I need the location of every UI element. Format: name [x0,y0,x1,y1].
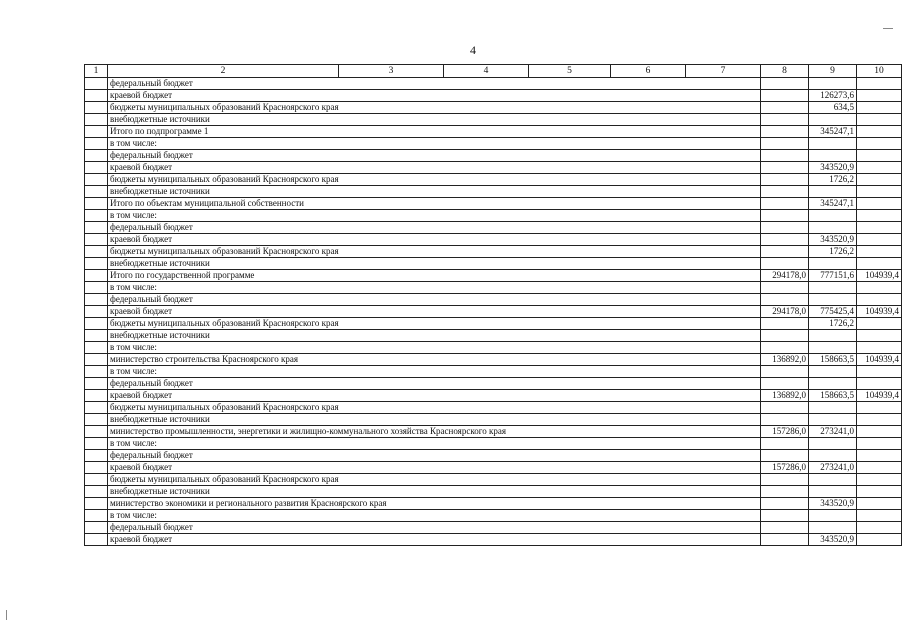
table-row [85,282,902,294]
value-cell-col-8 [761,258,809,270]
row-index-cell [85,186,108,198]
row-label: федеральный бюджет [108,150,761,162]
table-row [85,462,902,474]
header-col-1: 1 [85,65,108,78]
row-index-cell [85,126,108,138]
table-row [85,522,902,534]
value-cell-col-8 [761,366,809,378]
table-row [85,438,902,450]
header-col-6: 6 [611,65,686,78]
table-row [85,138,902,150]
value-cell-col-10 [857,174,902,186]
value-cell-col-10 [857,78,902,90]
table-row [85,186,902,198]
row-label: федеральный бюджет [108,294,761,306]
value-cell-col-8 [761,246,809,258]
row-index-cell [85,222,108,234]
value-cell-col-9 [809,138,857,150]
value-cell-col-9 [809,186,857,198]
row-label: в том числе: [108,282,761,294]
row-label: министерство промышленности, энергетики и жилищно-коммунального хозяйства Красноярского края [108,426,761,438]
value-cell-col-9: 343520,9 [809,234,857,246]
value-cell-col-8 [761,78,809,90]
row-label: Итого по подпрограмме 1 [108,126,761,138]
value-cell-col-10 [857,378,902,390]
row-label: бюджеты муниципальных образований Красноярского края [108,474,761,486]
table-row [85,318,902,330]
row-index-cell [85,342,108,354]
row-index-cell [85,234,108,246]
value-cell-col-8 [761,102,809,114]
table-row [85,258,902,270]
row-index-cell [85,390,108,402]
value-cell-col-8 [761,210,809,222]
row-index-cell [85,162,108,174]
value-cell-col-9: 345247,1 [809,126,857,138]
table-row [85,174,902,186]
value-cell-col-10 [857,150,902,162]
table-row [85,294,902,306]
value-cell-col-10 [857,438,902,450]
value-cell-col-9 [809,510,857,522]
row-label: Итого по объектам муниципальной собственности [108,198,761,210]
value-cell-col-8: 136892,0 [761,390,809,402]
row-label: бюджеты муниципальных образований Красноярского края [108,402,761,414]
row-index-cell [85,270,108,282]
value-cell-col-8 [761,90,809,102]
value-cell-col-9: 775425,4 [809,306,857,318]
row-label: Итого по государственной программе [108,270,761,282]
value-cell-col-9 [809,522,857,534]
header-col-5: 5 [529,65,611,78]
header-col-8: 8 [761,65,809,78]
value-cell-col-10 [857,186,902,198]
value-cell-col-8 [761,510,809,522]
value-cell-col-8 [761,186,809,198]
value-cell-col-10 [857,474,902,486]
value-cell-col-9 [809,402,857,414]
row-index-cell [85,150,108,162]
value-cell-col-8: 136892,0 [761,354,809,366]
value-cell-col-8 [761,150,809,162]
table-row [85,390,902,402]
row-index-cell [85,462,108,474]
value-cell-col-9 [809,438,857,450]
row-index-cell [85,198,108,210]
value-cell-col-9: 777151,6 [809,270,857,282]
table-row [85,510,902,522]
header-col-9: 9 [809,65,857,78]
page-number: 4 [470,43,476,57]
row-index-cell [85,258,108,270]
row-label: федеральный бюджет [108,378,761,390]
row-label: в том числе: [108,438,761,450]
header-col-7: 7 [686,65,761,78]
table-row [85,450,902,462]
row-index-cell [85,114,108,126]
value-cell-col-9 [809,486,857,498]
value-cell-col-9: 273241,0 [809,426,857,438]
row-label: внебюджетные источники [108,258,761,270]
table-row [85,330,902,342]
value-cell-col-10 [857,414,902,426]
row-index-cell [85,438,108,450]
value-cell-col-9: 158663,5 [809,390,857,402]
value-cell-col-10 [857,318,902,330]
value-cell-col-9 [809,150,857,162]
value-cell-col-9 [809,330,857,342]
row-label: внебюджетные источники [108,186,761,198]
value-cell-col-8 [761,114,809,126]
header-col-3: 3 [339,65,444,78]
row-label: бюджеты муниципальных образований Красноярского края [108,318,761,330]
scan-edge-mark [883,28,893,29]
row-label: в том числе: [108,366,761,378]
value-cell-col-8 [761,438,809,450]
value-cell-col-8 [761,402,809,414]
header-col-10: 10 [857,65,902,78]
table-row [85,270,902,282]
value-cell-col-10: 104939,4 [857,354,902,366]
row-index-cell [85,522,108,534]
table-row [85,102,902,114]
value-cell-col-10 [857,282,902,294]
row-label: краевой бюджет [108,90,761,102]
value-cell-col-10 [857,534,902,546]
value-cell-col-9 [809,450,857,462]
table-row [85,90,902,102]
row-label: краевой бюджет [108,234,761,246]
value-cell-col-9: 345247,1 [809,198,857,210]
table-row [85,402,902,414]
row-index-cell [85,474,108,486]
row-index-cell [85,102,108,114]
value-cell-col-10 [857,102,902,114]
table-row [85,354,902,366]
row-index-cell [85,498,108,510]
value-cell-col-10 [857,450,902,462]
value-cell-col-8 [761,342,809,354]
value-cell-col-9 [809,342,857,354]
value-cell-col-8 [761,318,809,330]
scan-edge-mark [6,610,7,620]
value-cell-col-8 [761,234,809,246]
table-row [85,342,902,354]
value-cell-col-10 [857,114,902,126]
row-index-cell [85,414,108,426]
value-cell-col-8 [761,498,809,510]
value-cell-col-10 [857,510,902,522]
value-cell-col-8 [761,450,809,462]
table-row [85,78,902,90]
value-cell-col-10 [857,294,902,306]
row-index-cell [85,174,108,186]
row-label: краевой бюджет [108,534,761,546]
row-label: внебюджетные источники [108,486,761,498]
value-cell-col-10 [857,198,902,210]
row-index-cell [85,486,108,498]
value-cell-col-8 [761,294,809,306]
header-col-2: 2 [108,65,339,78]
table-row [85,474,902,486]
table-row [85,366,902,378]
value-cell-col-10 [857,366,902,378]
row-label: краевой бюджет [108,462,761,474]
row-label: в том числе: [108,510,761,522]
value-cell-col-10 [857,330,902,342]
value-cell-col-9 [809,78,857,90]
value-cell-col-9 [809,366,857,378]
row-label: бюджеты муниципальных образований Красноярского края [108,246,761,258]
value-cell-col-9: 1726,2 [809,318,857,330]
table-row [85,378,902,390]
table-row [85,306,902,318]
value-cell-col-9 [809,294,857,306]
value-cell-col-8: 294178,0 [761,306,809,318]
row-label: федеральный бюджет [108,78,761,90]
row-label: в том числе: [108,138,761,150]
row-index-cell [85,138,108,150]
value-cell-col-8 [761,474,809,486]
row-index-cell [85,426,108,438]
value-cell-col-9: 634,5 [809,102,857,114]
value-cell-col-9 [809,222,857,234]
value-cell-col-9: 1726,2 [809,174,857,186]
value-cell-col-8 [761,138,809,150]
row-index-cell [85,282,108,294]
value-cell-col-9 [809,474,857,486]
value-cell-col-9 [809,258,857,270]
row-label: бюджеты муниципальных образований Красноярского края [108,102,761,114]
row-index-cell [85,378,108,390]
value-cell-col-10 [857,222,902,234]
value-cell-col-8 [761,414,809,426]
value-cell-col-8 [761,522,809,534]
row-index-cell [85,210,108,222]
value-cell-col-10 [857,486,902,498]
value-cell-col-9: 343520,9 [809,534,857,546]
table-row [85,114,902,126]
row-label: федеральный бюджет [108,450,761,462]
value-cell-col-10 [857,402,902,414]
value-cell-col-9 [809,114,857,126]
row-index-cell [85,330,108,342]
value-cell-col-8 [761,534,809,546]
value-cell-col-10 [857,126,902,138]
row-index-cell [85,354,108,366]
value-cell-col-10 [857,426,902,438]
table-row [85,162,902,174]
row-index-cell [85,294,108,306]
row-label: в том числе: [108,342,761,354]
row-index-cell [85,78,108,90]
table-row [85,210,902,222]
row-label: бюджеты муниципальных образований Красноярского края [108,174,761,186]
value-cell-col-8 [761,174,809,186]
table-row [85,246,902,258]
value-cell-col-9: 1726,2 [809,246,857,258]
value-cell-col-10 [857,246,902,258]
row-label: в том числе: [108,210,761,222]
row-label: краевой бюджет [108,390,761,402]
value-cell-col-10 [857,210,902,222]
value-cell-col-8 [761,198,809,210]
value-cell-col-10 [857,162,902,174]
row-label: федеральный бюджет [108,222,761,234]
table-row [85,234,902,246]
table-row [85,498,902,510]
value-cell-col-9: 343520,9 [809,498,857,510]
value-cell-col-10 [857,522,902,534]
row-index-cell [85,402,108,414]
value-cell-col-8 [761,162,809,174]
value-cell-col-9 [809,378,857,390]
value-cell-col-10: 104939,4 [857,306,902,318]
value-cell-col-9 [809,210,857,222]
value-cell-col-10: 104939,4 [857,390,902,402]
value-cell-col-10 [857,258,902,270]
row-label: краевой бюджет [108,306,761,318]
value-cell-col-8: 157286,0 [761,462,809,474]
value-cell-col-8 [761,486,809,498]
table-row [85,414,902,426]
row-label: внебюджетные источники [108,330,761,342]
value-cell-col-9: 343520,9 [809,162,857,174]
value-cell-col-10 [857,342,902,354]
row-label: внебюджетные источники [108,114,761,126]
row-label: министерство экономики и регионального развития Красноярского края [108,498,761,510]
row-index-cell [85,366,108,378]
value-cell-col-8 [761,222,809,234]
row-index-cell [85,318,108,330]
row-index-cell [85,306,108,318]
value-cell-col-10 [857,462,902,474]
row-index-cell [85,90,108,102]
table-row [85,198,902,210]
table-row [85,426,902,438]
row-index-cell [85,534,108,546]
value-cell-col-9 [809,414,857,426]
header-col-4: 4 [444,65,529,78]
value-cell-col-8: 294178,0 [761,270,809,282]
table-row [85,222,902,234]
value-cell-col-10 [857,234,902,246]
table-row [85,486,902,498]
value-cell-col-8 [761,282,809,294]
value-cell-col-10 [857,498,902,510]
value-cell-col-9 [809,282,857,294]
row-label: внебюджетные источники [108,414,761,426]
value-cell-col-9: 158663,5 [809,354,857,366]
budget-table [84,64,902,546]
row-index-cell [85,510,108,522]
table-row [85,150,902,162]
row-label: министерство строительства Красноярского края [108,354,761,366]
value-cell-col-8 [761,126,809,138]
value-cell-col-10: 104939,4 [857,270,902,282]
value-cell-col-9: 126273,6 [809,90,857,102]
row-label: краевой бюджет [108,162,761,174]
table-row [85,126,902,138]
row-label: федеральный бюджет [108,522,761,534]
table-row [85,534,902,546]
value-cell-col-8: 157286,0 [761,426,809,438]
row-index-cell [85,450,108,462]
value-cell-col-10 [857,90,902,102]
value-cell-col-10 [857,138,902,150]
value-cell-col-9: 273241,0 [809,462,857,474]
value-cell-col-8 [761,330,809,342]
table-header-row [85,65,902,78]
row-index-cell [85,246,108,258]
value-cell-col-8 [761,378,809,390]
